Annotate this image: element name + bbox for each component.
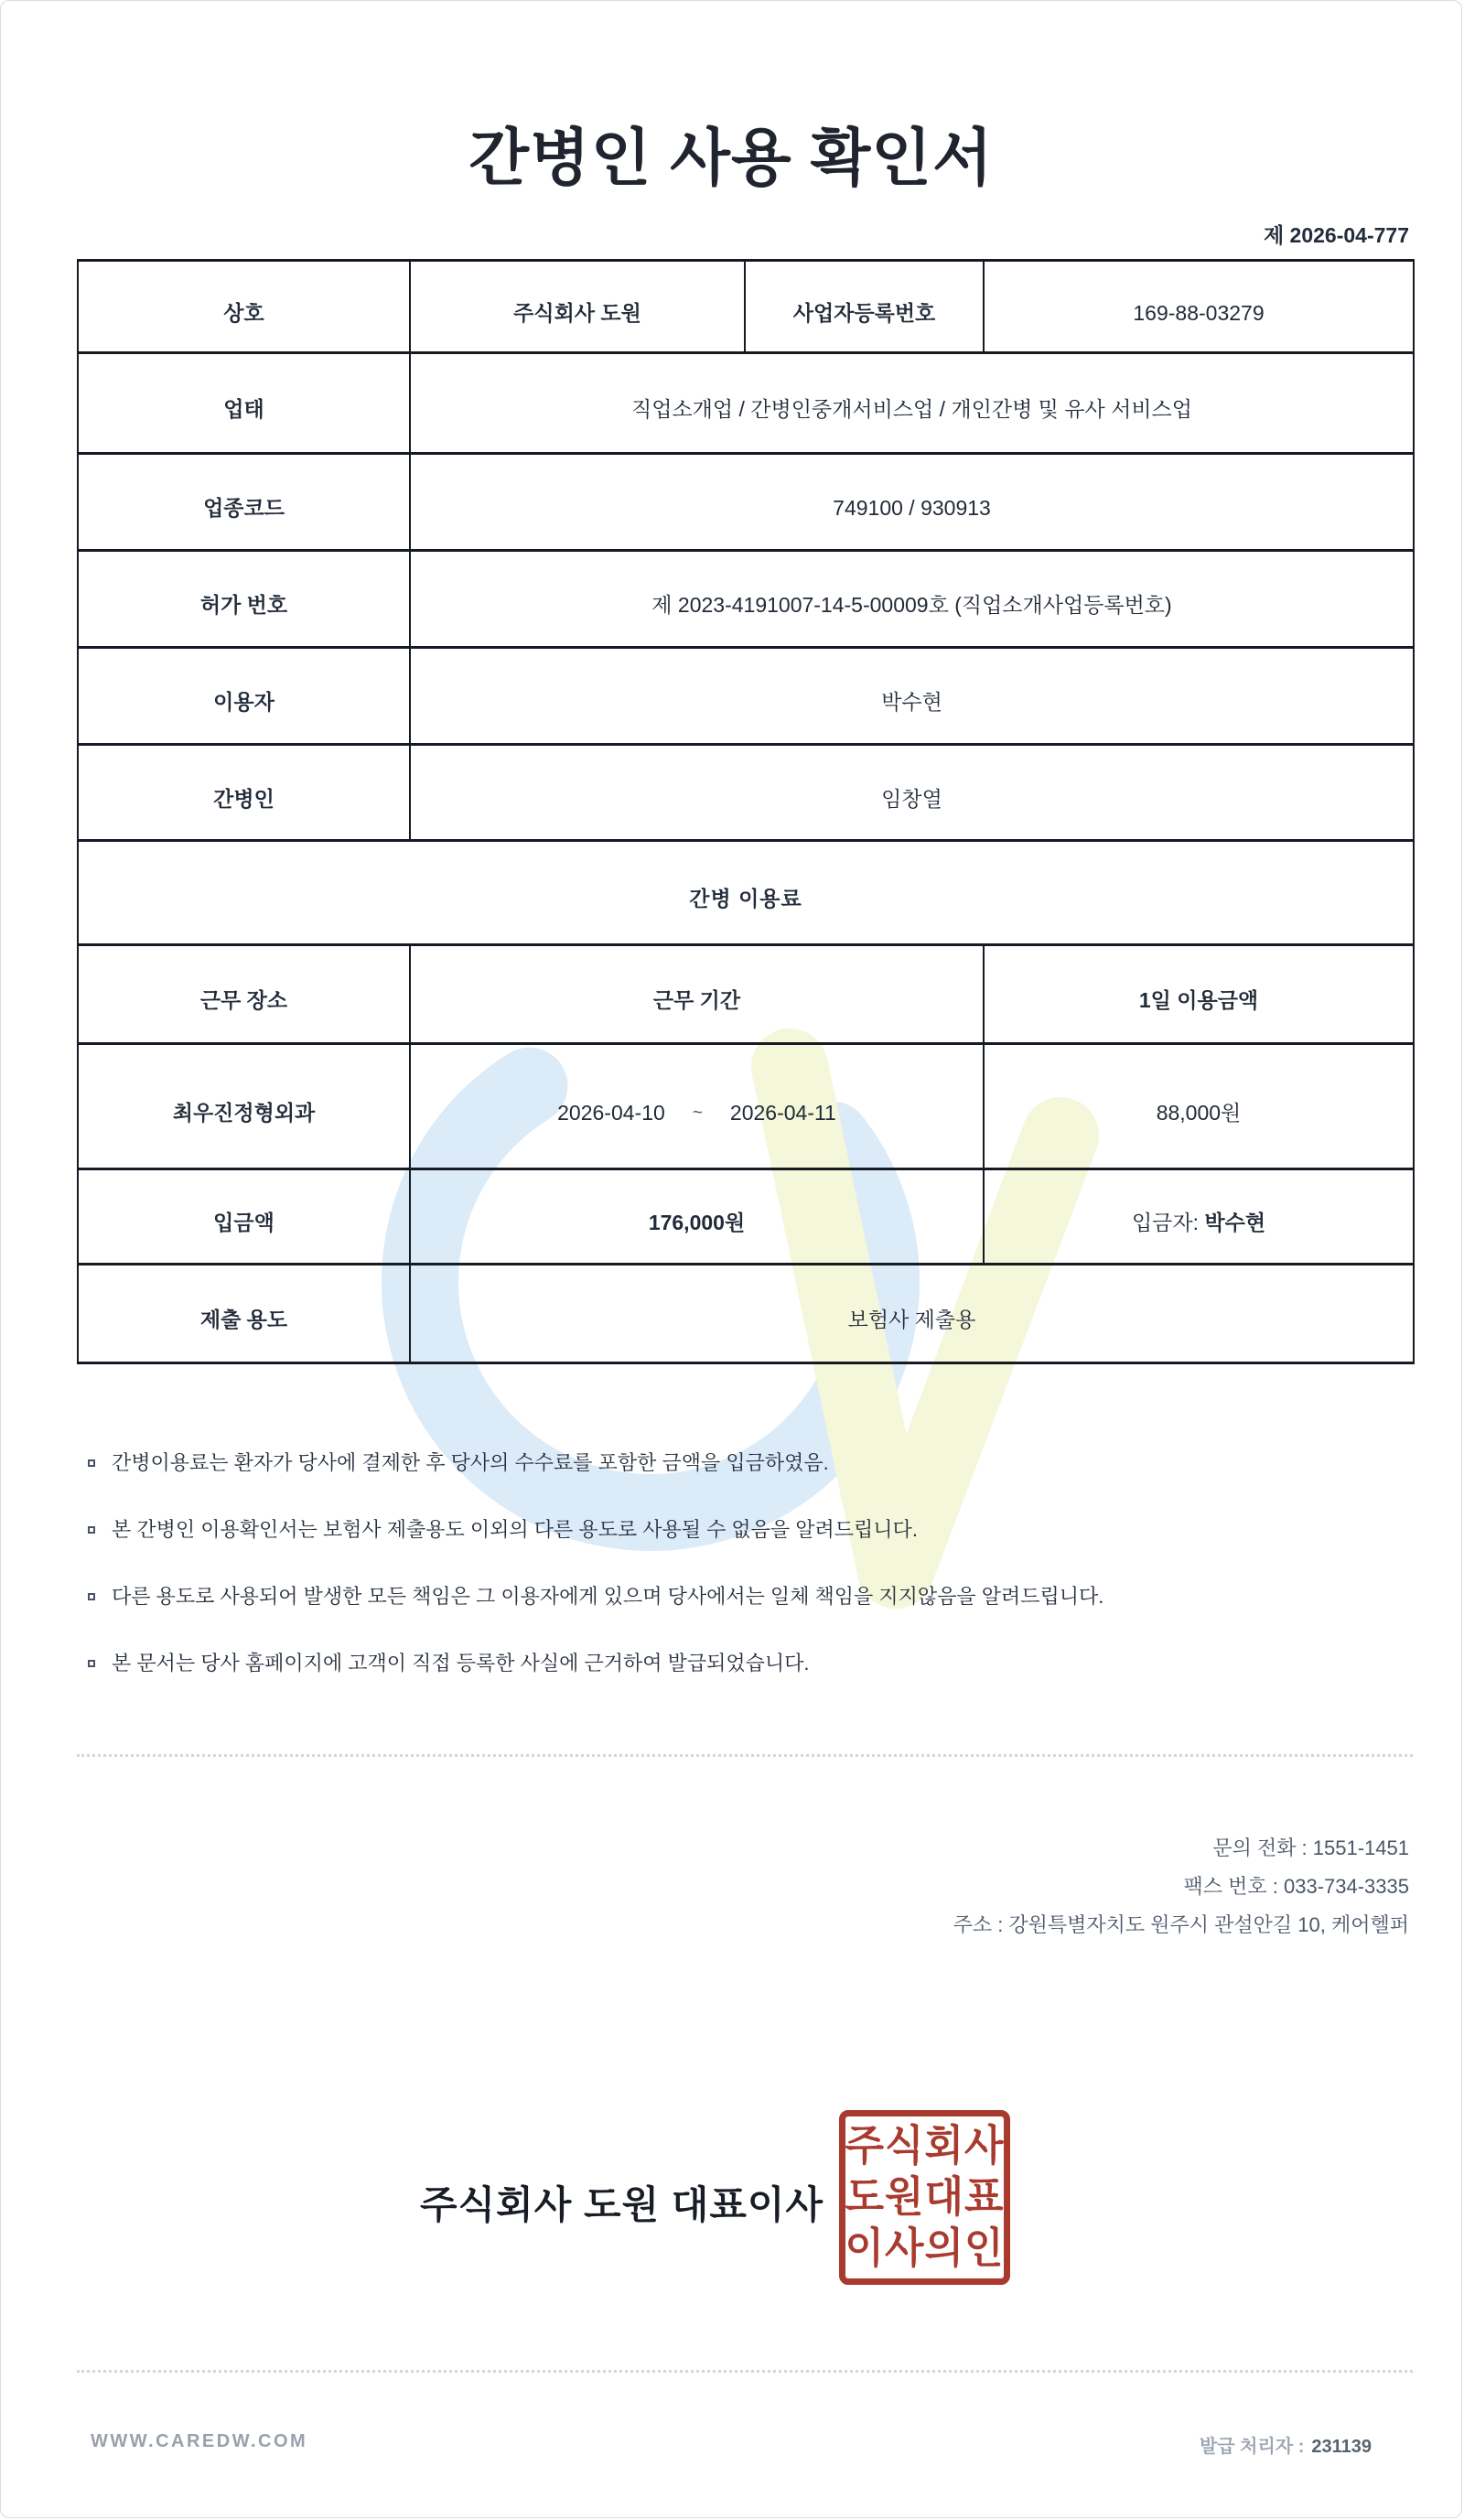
dotted-divider-top (77, 1754, 1413, 1757)
issuer-info (1200, 2431, 1372, 2458)
signature-company-text: 주식회사 도원 대표이사 (420, 2183, 824, 2226)
table-row (78, 648, 1414, 745)
seal-text-line: 주식회사 (845, 2122, 1005, 2170)
table-row (78, 1044, 1414, 1169)
license-number-label: 허가 번호 (78, 551, 410, 648)
note-text: 다른 용도로 사용되어 발생한 모든 책임은 그 이용자에게 있으며 당사에서는 일체 책임을 지지않음을 알려드립니다. (112, 1585, 1104, 1608)
table-row (78, 353, 1414, 454)
note-item (88, 1517, 1369, 1543)
note-item (88, 1450, 1369, 1476)
square-bullet-icon (88, 1526, 95, 1534)
purpose-label: 제출 용도 (78, 1265, 410, 1363)
work-place-value: 최우진정형외과 (78, 1044, 410, 1169)
caregiver-label: 간병인 (78, 745, 410, 841)
document-number: 제 2026-04-777 (1263, 223, 1409, 247)
note-text: 본 간병인 이용확인서는 보험사 제출용도 이외의 다른 용도로 사용될 수 없음을 알려드립니다. (112, 1518, 918, 1541)
note-text: 본 문서는 당사 홈페이지에 고객이 직접 등록한 사실에 근거하여 발급되었습니다. (112, 1652, 810, 1675)
square-bullet-icon (88, 1459, 95, 1467)
purpose-value: 보험사 제출용 (410, 1265, 1414, 1363)
payer-cell (984, 1169, 1414, 1265)
work-period-header: 근무 기간 (410, 945, 984, 1044)
note-item (88, 1651, 1369, 1676)
table-row (78, 1169, 1414, 1265)
company-label: 상호 (78, 261, 410, 353)
period-tilde: ~ (692, 1103, 703, 1123)
daily-amount-header: 1일 이용금액 (984, 945, 1414, 1044)
business-number-value: 169-88-03279 (984, 261, 1414, 353)
table-section-header-row (78, 841, 1414, 945)
page-title: 간병인 사용 확인서 (468, 124, 994, 193)
contact-info (953, 1829, 1409, 1944)
table-header-row (78, 945, 1414, 1044)
table-row (78, 1265, 1414, 1363)
company-name-value: 주식회사 도원 (410, 261, 745, 353)
deposit-label: 입금액 (78, 1169, 410, 1265)
business-type-label: 업태 (78, 353, 410, 454)
table-row (78, 454, 1414, 551)
notes-list (88, 1450, 1369, 1718)
issuer-value: 231139 (1311, 2437, 1372, 2457)
caregiver-name-value: 임창열 (410, 745, 1414, 841)
table-row (78, 551, 1414, 648)
industry-code-value: 749100 / 930913 (410, 454, 1414, 551)
contact-address: 주소 : 강원특별자치도 원주시 관설안길 10, 케어헬퍼 (953, 1913, 1409, 1936)
daily-amount-value: 88,000원 (984, 1044, 1414, 1169)
work-place-header: 근무 장소 (78, 945, 410, 1044)
dotted-divider-bottom (77, 2370, 1413, 2373)
payer-label: 입금자: (1131, 1211, 1199, 1235)
contact-fax: 팩스 번호 : 033-734-3335 (1183, 1875, 1409, 1898)
corporate-seal-stamp (839, 2110, 1010, 2285)
table-row (78, 261, 1414, 353)
user-label: 이용자 (78, 648, 410, 745)
work-period-value (410, 1044, 984, 1169)
license-number-value: 제 2023-4191007-14-5-00009호 (직업소개사업등록번호) (410, 551, 1414, 648)
square-bullet-icon (88, 1593, 95, 1600)
period-start-date: 2026-04-10 (557, 1100, 665, 1125)
seal-text-line: 도원대표 (845, 2173, 1005, 2221)
note-text: 간병이용료는 환자가 당사에 결제한 후 당사의 수수료를 포함한 금액을 입금하였음. (112, 1451, 829, 1474)
business-type-value: 직업소개업 / 간병인중개서비스업 / 개인간병 및 유사 서비스업 (410, 353, 1414, 454)
user-name-value: 박수현 (410, 648, 1414, 745)
issuer-label: 발급 처리자 : (1199, 2437, 1305, 2457)
seal-text-line: 이사의인 (845, 2224, 1005, 2272)
period-end-date: 2026-04-11 (729, 1100, 836, 1125)
website-url: WWW.CAREDW.COM (91, 2431, 308, 2451)
note-item (88, 1584, 1369, 1610)
table-row (78, 745, 1414, 841)
payer-name-value: 박수현 (1204, 1211, 1266, 1235)
industry-code-label: 업종코드 (78, 454, 410, 551)
square-bullet-icon (88, 1660, 95, 1667)
contact-phone: 문의 전화 : 1551-1451 (1212, 1836, 1409, 1859)
fee-section-title: 간병 이용료 (78, 841, 1414, 945)
deposit-amount-value: 176,000원 (410, 1169, 984, 1265)
business-number-label: 사업자등록번호 (745, 261, 984, 353)
confirmation-table (77, 259, 1413, 1364)
